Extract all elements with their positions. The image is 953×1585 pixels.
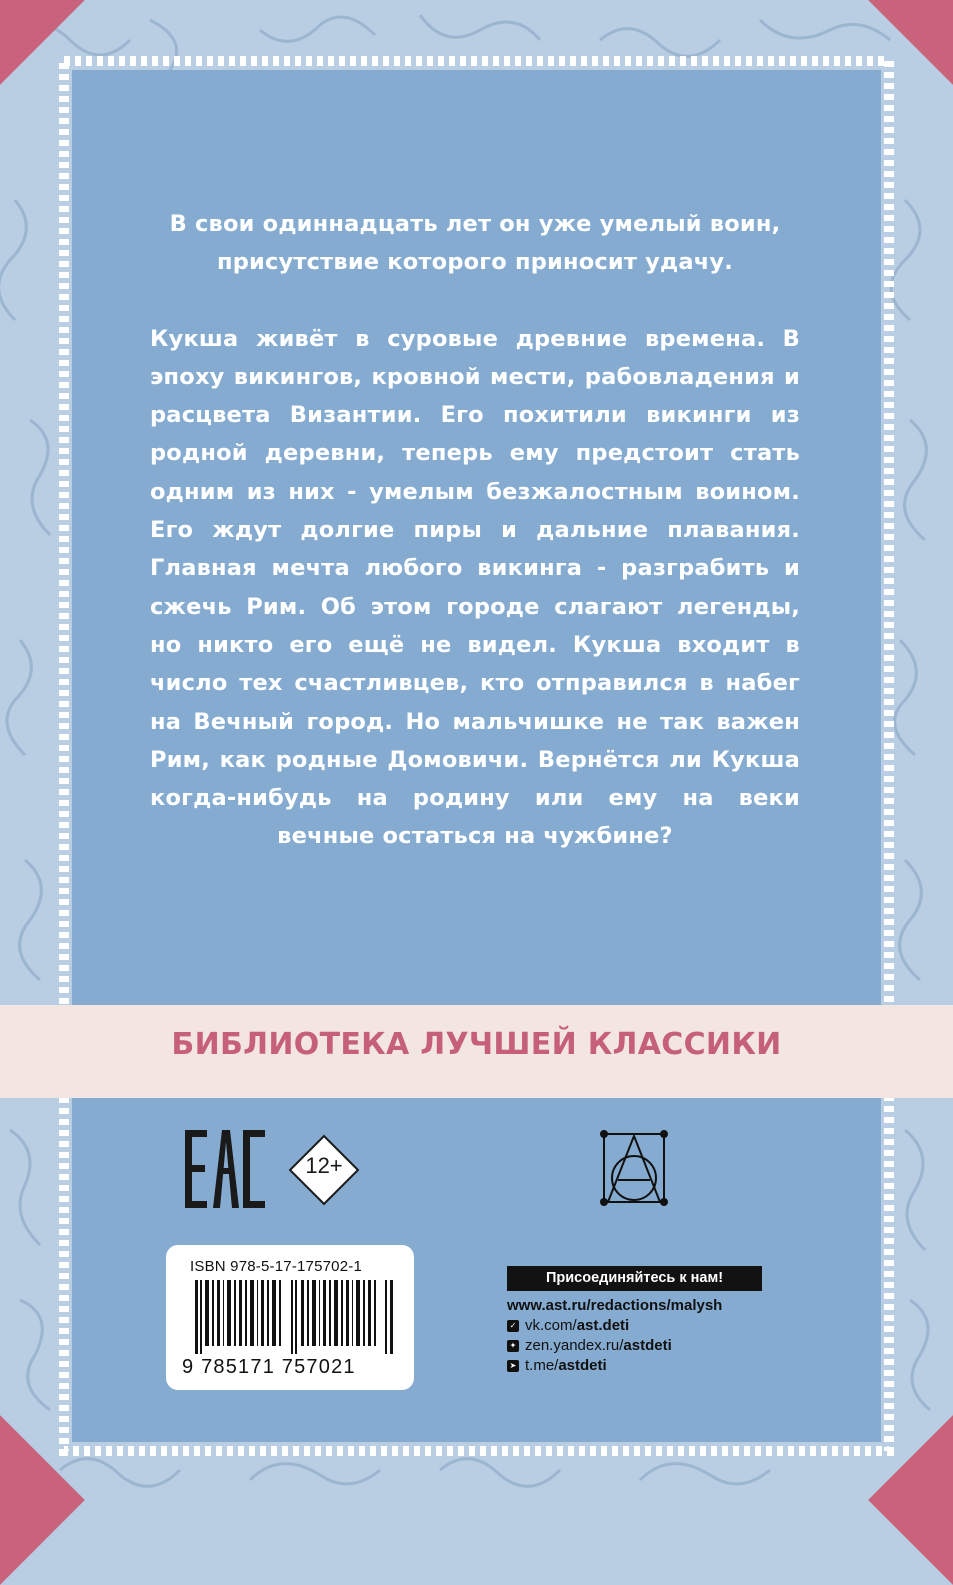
publisher-website-link[interactable]: www.ast.ru/redactions/malysh	[507, 1297, 723, 1314]
series-title: БИБЛИОТЕКА ЛУЧШЕЙ КЛАССИКИ	[171, 1027, 782, 1062]
barcode	[195, 1280, 395, 1354]
join-us-banner: Присоединяйтесь к нам!	[507, 1266, 762, 1291]
vk-icon: ✓	[507, 1320, 519, 1332]
telegram-icon: ➤	[507, 1360, 519, 1372]
zen-icon: ✦	[507, 1340, 519, 1352]
ast-publisher-logo-icon	[600, 1130, 668, 1208]
social-link-telegram[interactable]: ➤ t.me/ astdeti	[507, 1357, 607, 1374]
body-paragraph: Кукша живёт в суровые древние времена. В эпоху викингов, кровной мести, рабовладения и расцвета Византии. Его похитили викинги из родной деревни, теперь ему предстоит стать одним из них - умелым безжалостным воином. Его ждут долгие пиры и дальние плавания. Главная мечта любого викинга - разграбить и сжечь Рим. Об этом городе слагают легенды, но никто его ещё не видел. Кукша входит в число тех счастливцев, кто отправился в набег на Вечный город. Но мальчишке не так важен Рим, как родные Домовичи. Вернётся ли Кукша когда-нибудь на родину или ему на веки вечные остаться на чужбине?	[150, 325, 800, 850]
eac-mark-icon	[185, 1130, 265, 1208]
age-rating-label: 12+	[305, 1153, 343, 1178]
social-link-zen[interactable]: ✦ zen.yandex.ru/ astdeti	[507, 1337, 672, 1354]
lead-paragraph: В свои одиннадцать лет он уже умелый воин, присутствие которого приносит удачу.	[169, 211, 781, 276]
barcode-digits: 9 785171 757021	[182, 1356, 356, 1378]
annotation-text	[150, 205, 800, 856]
social-link-vk[interactable]: ✓ vk.com/ ast.deti	[507, 1317, 629, 1334]
isbn-label: ISBN 978-5-17-175702-1	[190, 1258, 363, 1275]
